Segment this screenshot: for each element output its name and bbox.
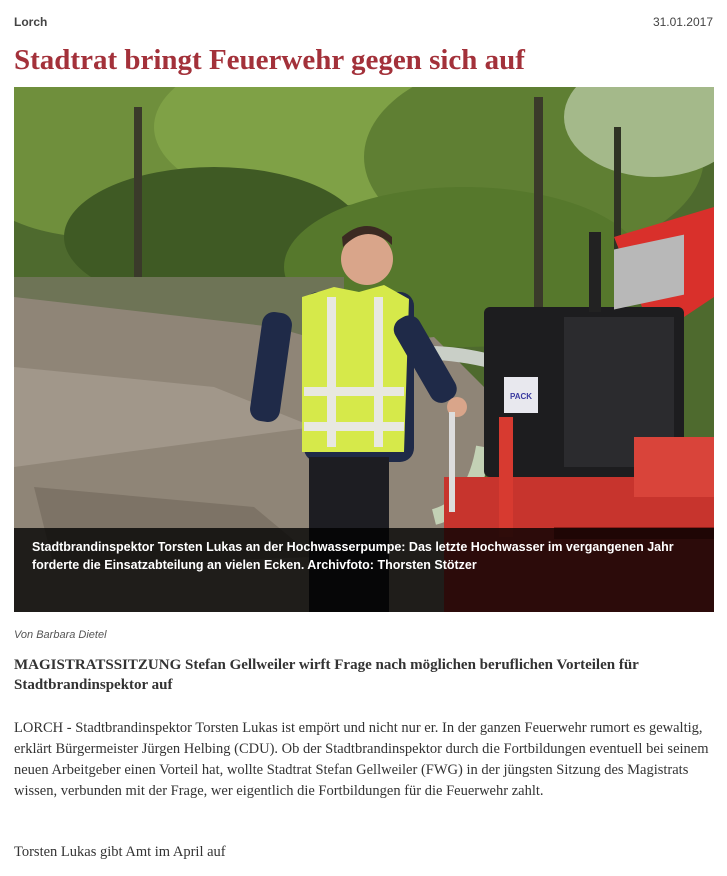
article-body: LORCH - Stadtbrandinspektor Torsten Lukas ist empört und nicht nur er. In der ganzen Feuerwehr rumort es gewaltig, erklärt Bürgermeister Jürgen Helbing (CDU). Ob der Stadtbrandinspektor durch die Fortbildungen eventuell bei seinem neuen Arbeitgeber einen Vorteil hat, wollte Stadtrat Stefan Gellweiler (FWG) in der jüngsten Sitzung des Magistrats wissen, verbunden mit der Frage, wer eigentlich die Fortbildungen für die Feuerwehr zahlt. (14, 720, 709, 799)
article-teaser: MAGISTRATSSITZUNG Stefan Gellweiler wirft Frage nach möglichen beruflichen Vorteilen für Stadtbrandinspektor auf (14, 657, 639, 693)
publish-date: 31.01.2017 (652, 15, 713, 29)
photo-caption-overlay (14, 528, 714, 612)
article-headline: Stadtrat bringt Feuerwehr gegen sich auf (14, 44, 525, 76)
article-meta-bar (14, 14, 713, 32)
photo-caption: Stadtbrandinspektor Torsten Lukas an der Hochwasserpumpe: Das letzte Hochwasser im vergangenen Jahr forderte die Einsatzabteilung an vielen Ecken. Archivfoto: Thorsten Stötzer (32, 540, 674, 572)
article-photo (14, 87, 714, 612)
article-subheading: Torsten Lukas gibt Amt im April auf (14, 844, 226, 860)
pump-label-text: PACK (509, 392, 533, 401)
author-byline: Von Barbara Dietel (14, 629, 107, 641)
location-label: Lorch (14, 15, 48, 29)
